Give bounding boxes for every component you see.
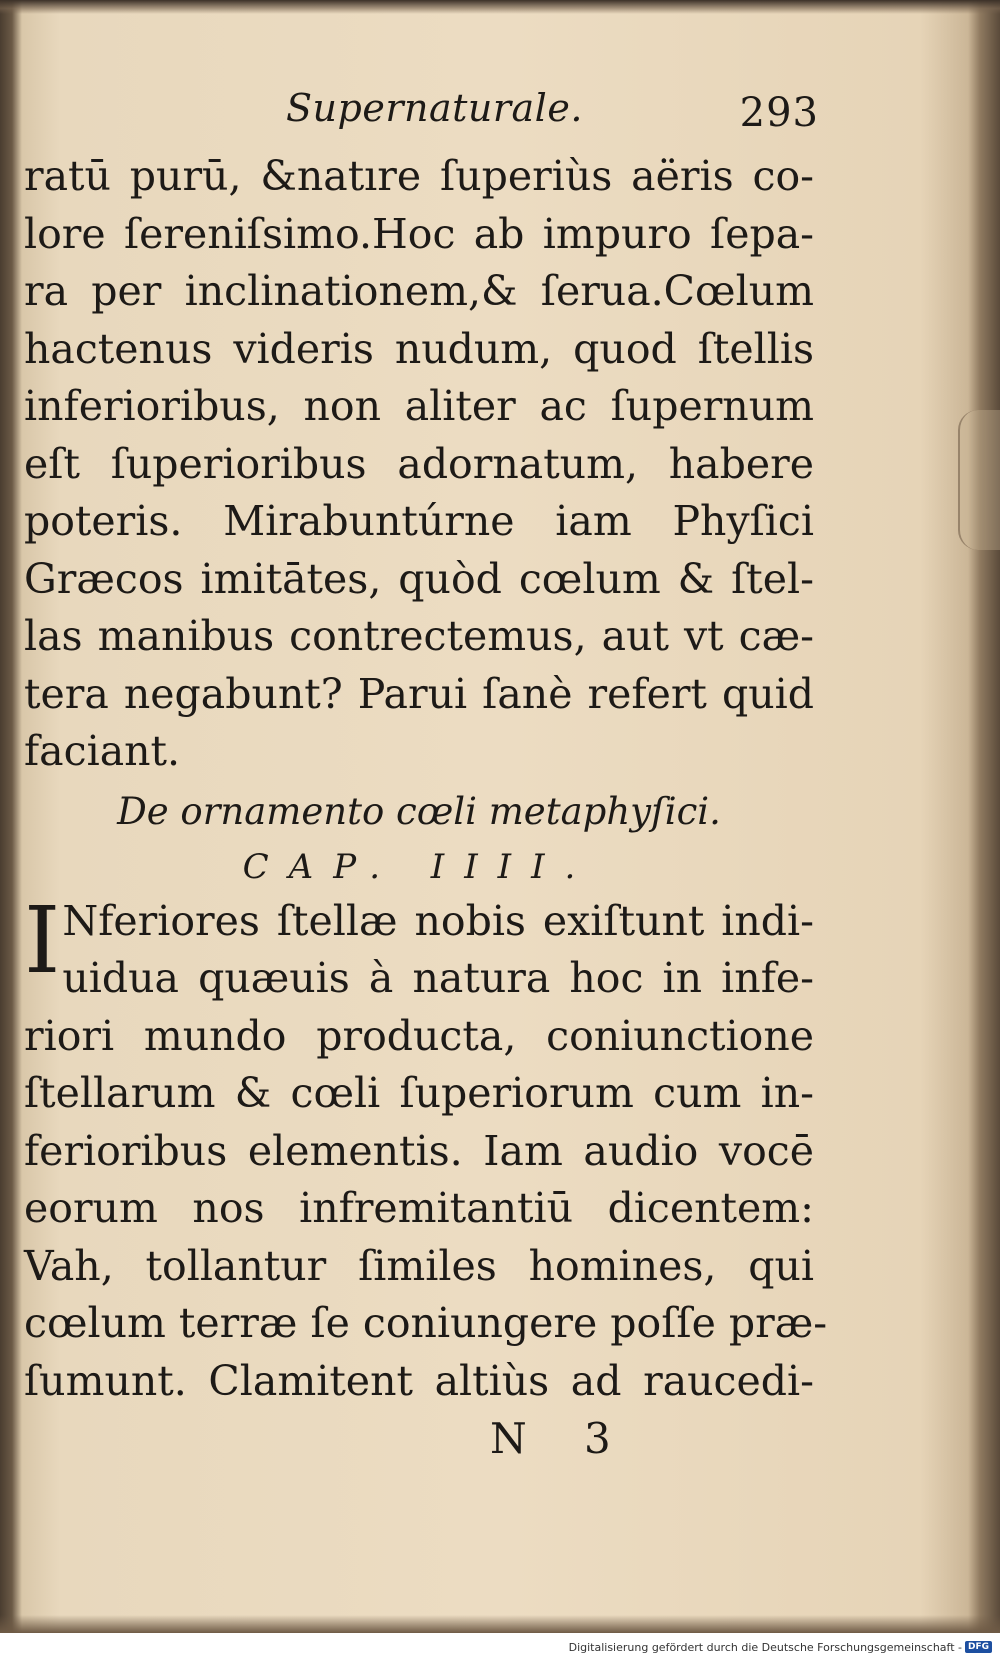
chapter-title: De ornamento cœli metaphyſici.	[117, 789, 721, 833]
text-line: inferioribus, non aliter ac ſupernum	[24, 382, 814, 430]
paragraph-2	[24, 886, 828, 1411]
text-line: Græcos imitātes, quòd cœlum & ſtel-	[24, 554, 814, 603]
page-bottom-shadow	[0, 1615, 1000, 1633]
page-top-shadow	[0, 0, 1000, 14]
text-line: cœlum terræ ſe coniungere poſſe præ-	[24, 1299, 828, 1347]
initial-block	[24, 886, 814, 1008]
running-head	[24, 86, 819, 148]
text-line: faciant.	[24, 727, 181, 775]
running-title: Supernaturale.	[286, 86, 583, 130]
text-line: uidua quæuis à natura hoc in infe-	[62, 954, 814, 1002]
page-number: 293	[739, 90, 819, 136]
text-line: eſt ſuperioribus adornatum, habere	[24, 439, 814, 488]
text-line: tera negabunt? Parui ſanè refert quid	[24, 669, 814, 718]
text-line: ferioribus elementis. Iam audio vocē	[24, 1126, 814, 1175]
footer-credit: Digitalisierung gefördert durch die Deutsche Forschungsgemeinschaft -	[568, 1640, 962, 1654]
footer-bar	[0, 1633, 1000, 1661]
text-line: eorum nos infremitantiū dicentem:	[24, 1184, 814, 1232]
text-line: ra per inclinationem,& ſerua.Cœlum	[24, 267, 814, 315]
paragraph-1	[24, 148, 814, 781]
text-line: las manibus contrectemus, aut vt cæ-	[24, 612, 814, 660]
chapter-number: CAP. IIII.	[242, 846, 596, 887]
page-edge-curl	[958, 410, 1000, 550]
signature-mark	[24, 1410, 814, 1470]
text-line: ſtellarum & cœli ſuperiorum cum in-	[24, 1069, 814, 1117]
text-line: lore ſereniſsimo.Hoc ab impuro ſepa-	[24, 209, 814, 258]
text-line: Vah, tollantur ſimiles homines, qui	[24, 1241, 814, 1290]
initial-letter: I	[24, 886, 61, 994]
text-line: hactenus videris nudum, quod ſtellis	[24, 324, 814, 373]
text-line: ratū purū, &natıre ſuperiùs aëris co-	[24, 152, 814, 200]
page-text-block	[24, 86, 828, 1470]
text-line: Nferiores ſtellæ nobis exiſtunt indi-	[62, 896, 814, 945]
text-line: poteris. Mirabuntúrne iam Phyſici	[24, 497, 814, 545]
text-line: ſumunt. Clamitent altiùs ad raucedi-	[24, 1356, 814, 1405]
signature-number: 3	[584, 1414, 611, 1463]
dfg-logo: DFG	[965, 1641, 992, 1653]
text-line: riori mundo producta, coniunctione	[24, 1011, 814, 1060]
signature-letter: N	[490, 1414, 527, 1463]
